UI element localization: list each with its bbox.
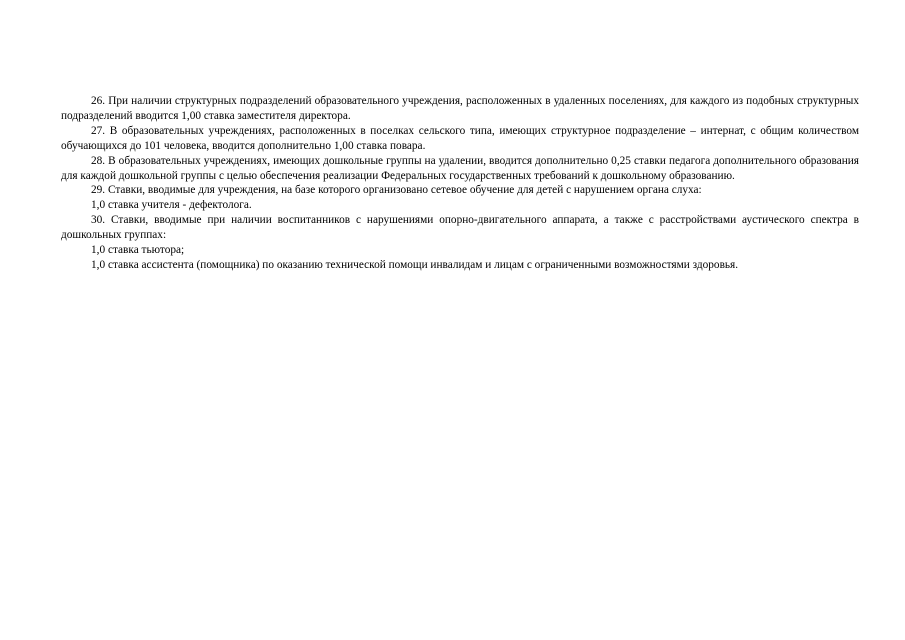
paragraph-29: 29. Ставки, вводимые для учреждения, на базе которого организовано сетевое обучение для детей с нарушением органа слуха: bbox=[91, 184, 702, 197]
paragraph-30-item-2: 1,0 ставка ассистента (помощника) по оказанию технической помощи инвалидам и лицам с ограниченными возможностями здоровья. bbox=[91, 258, 739, 271]
paragraph-26: 26. При наличии структурных подразделений образовательного учреждения, расположенных в удаленных поселениях, для каждого из подобных структурных подразделений вводится 1,00 ставка заместителя директора. bbox=[61, 95, 859, 122]
paragraph-27: 27. В образовательных учреждениях, расположенных в поселках сельского типа, имеющих структурное подразделение – интернат, с общим количеством обучающихся до 101 человека, вводится дополнительно 1,00 ставка повара. bbox=[61, 124, 859, 152]
paragraph-30: 30. Ставки, вводимые при наличии воспитанников с нарушениями опорно-двигательного аппарата, а также с расстройствами аустического спектра в дошкольных группах: bbox=[61, 214, 859, 242]
document-body bbox=[61, 94, 859, 273]
paragraph-28: 28. В образовательных учреждениях, имеющих дошкольные группы на удалении, вводится дополнительно 0,25 ставки педагога дополнительного образования для каждой дошкольной группы с целью обеспечения реализации Федеральных государственных требований к дошкольному образованию. bbox=[61, 154, 859, 182]
paragraph-30-item-1: 1,0 ставка тьютора; bbox=[91, 244, 185, 257]
paragraph-29-item: 1,0 ставка учителя - дефектолога. bbox=[91, 199, 252, 212]
